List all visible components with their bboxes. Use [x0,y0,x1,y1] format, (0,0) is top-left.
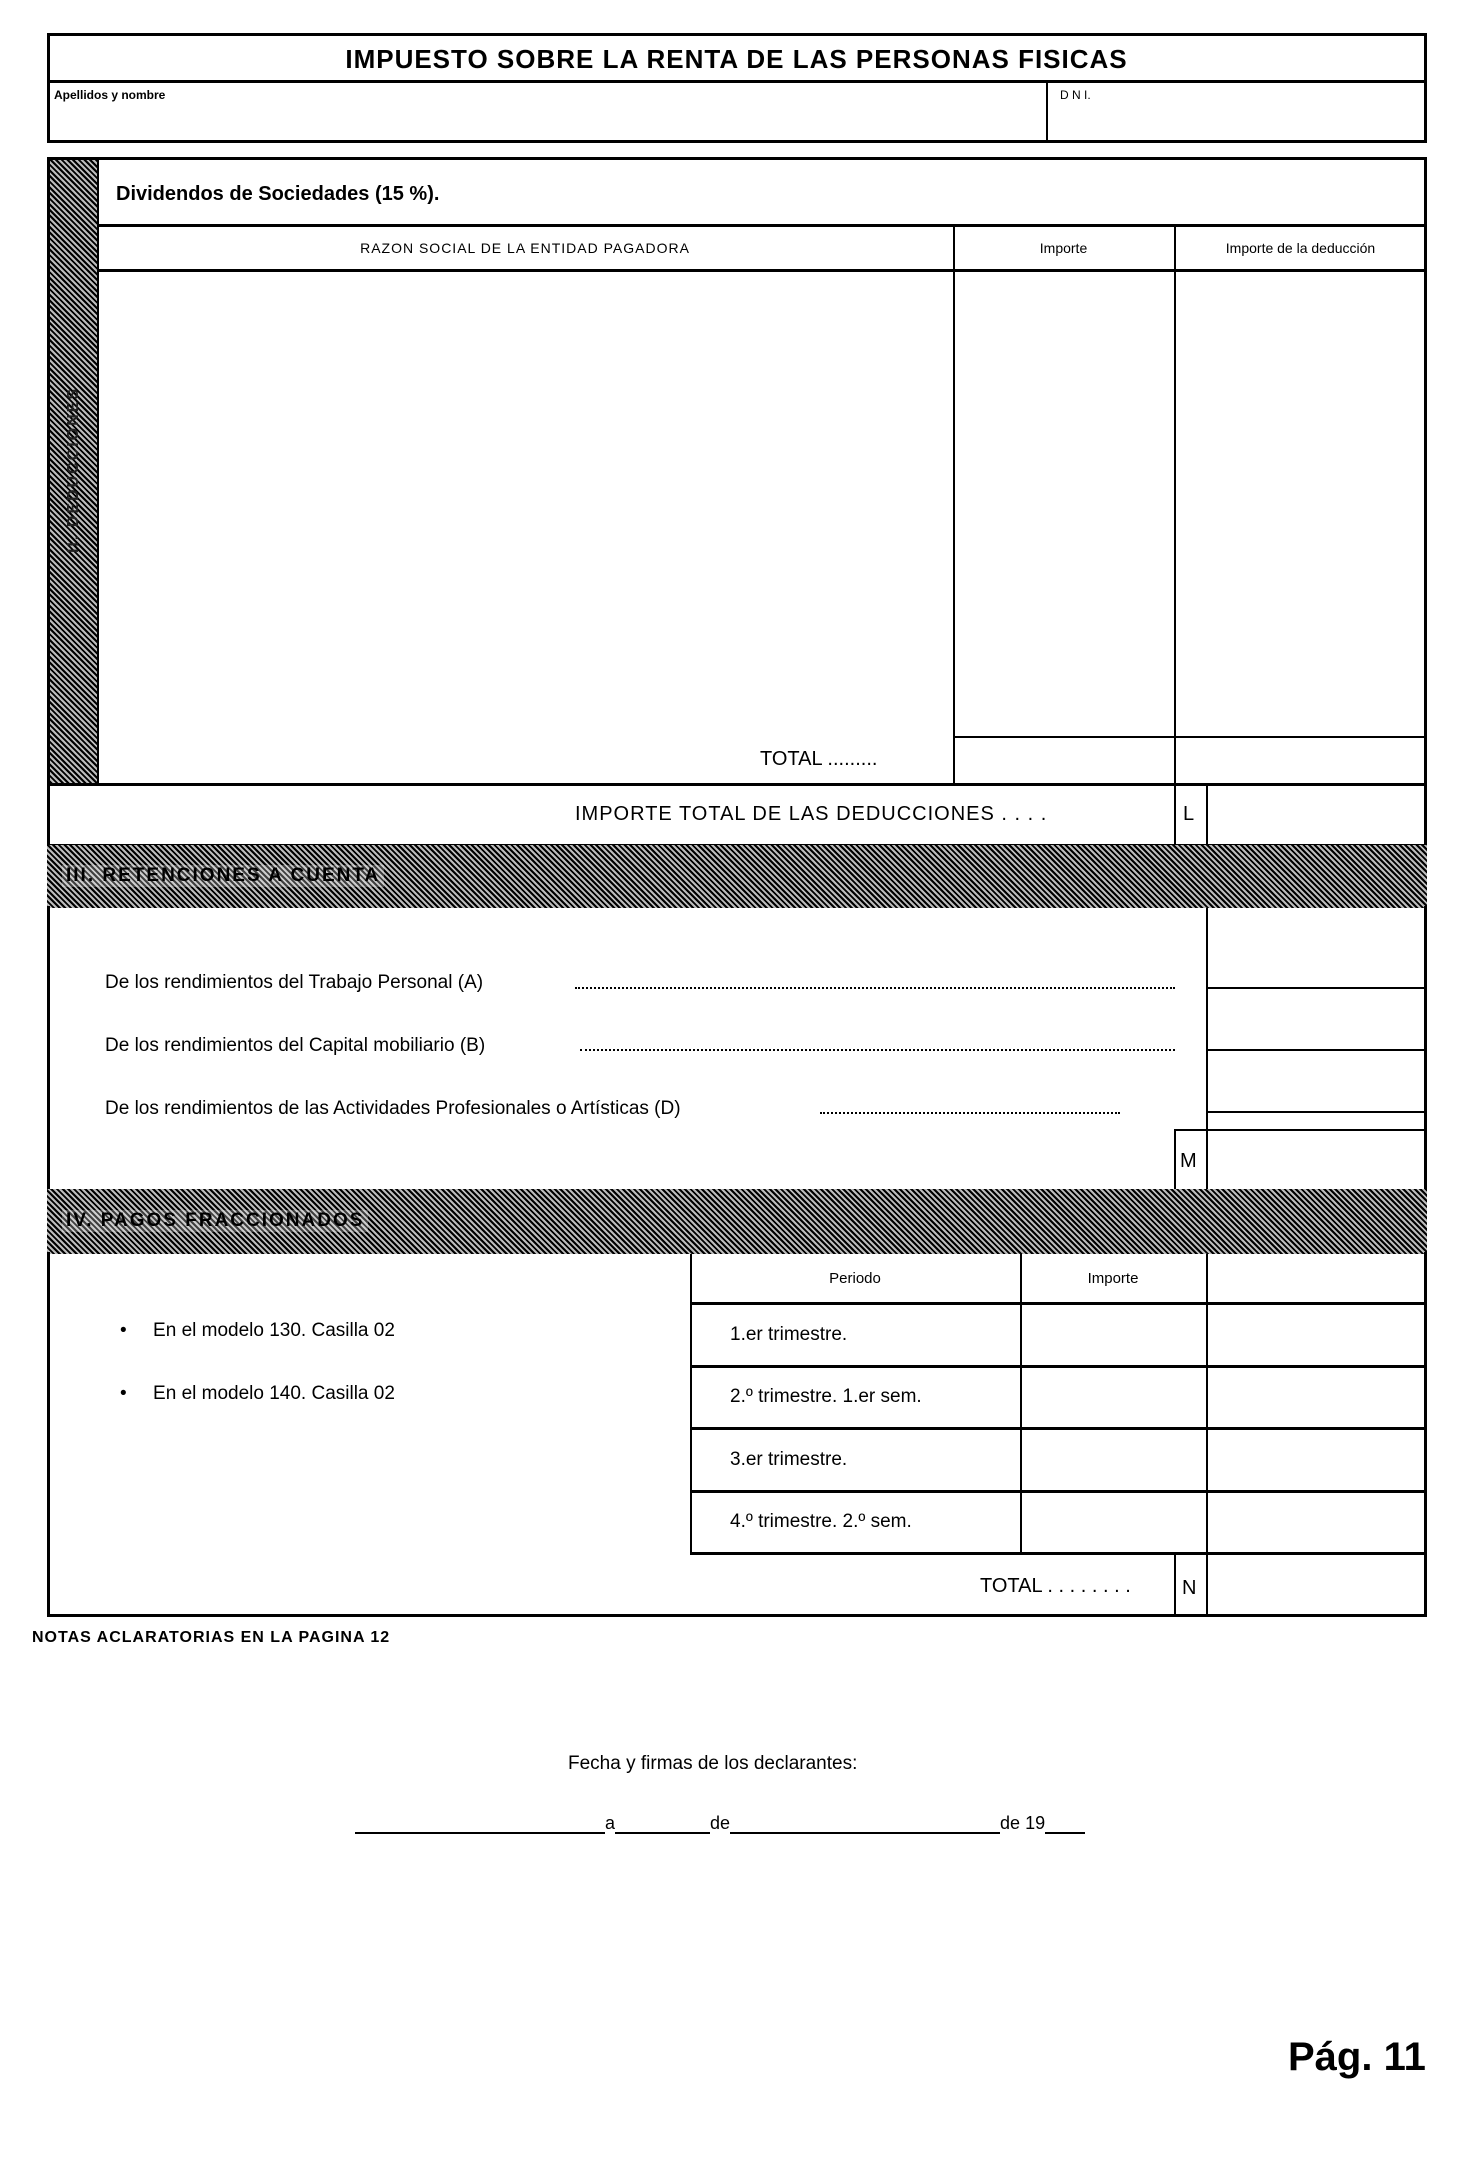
dotted-leader [580,1049,1175,1051]
total-label: TOTAL ......... [760,748,878,770]
retencion-trabajo-label: De los rendimientos del Trabajo Personal (A) [105,972,484,993]
col-header-amount: Importe [1039,240,1088,256]
period-2-amount-input[interactable] [1023,1368,1204,1425]
month-input[interactable] [730,1814,1000,1834]
divider [1206,987,1427,989]
a-label: a [605,1813,616,1833]
period-label: 2.º trimestre. 1.er sem. [730,1386,922,1407]
total-deductions-label: IMPORTE TOTAL DE LAS DEDUCCIONES . . . . [575,803,1048,825]
dotted-leader [575,987,1175,989]
pagos-total-input[interactable] [1209,1556,1424,1613]
divider [1174,1129,1427,1131]
period-4-amount-input[interactable] [1023,1493,1204,1550]
period-label: 3.er trimestre. [730,1449,848,1470]
section-side-label: II. DEDUCCIONES [65,386,82,554]
dni-field-label: D N I. [1060,88,1091,102]
day-input[interactable] [615,1814,710,1834]
divider [1020,1254,1022,1552]
date-line [355,1813,1085,1834]
bullet-modelo-130: • En el modelo 130. Casilla 02 [120,1320,395,1341]
divider [97,224,1427,227]
divider [1174,783,1176,845]
divider [1206,1111,1427,1113]
col-header-entity: RAZON SOCIAL DE LA ENTIDAD PAGADORA [360,240,690,256]
retencion-actividades-label: De los rendimientos de las Actividades Profesionales o Artísticas (D) [105,1098,681,1119]
col-header-importe: Importe [1087,1270,1139,1287]
name-field-label: Apellidos y nombre [54,88,166,102]
period-3-amount-input[interactable] [1023,1430,1204,1488]
divider [690,1552,1427,1555]
divider [1206,1049,1427,1051]
dividendos-subtitle: Dividendos de Sociedades (15 %). [116,183,440,205]
period-1-amount-input[interactable] [1023,1305,1204,1363]
box-letter-m: M [1180,1150,1197,1172]
divider [1174,224,1176,783]
place-input[interactable] [355,1814,605,1834]
box-letter-n: N [1182,1577,1197,1599]
divider [953,736,1427,738]
deduction-input-area[interactable] [1177,272,1424,736]
section-retenciones-title: III. RETENCIONES A CUENTA [62,865,384,887]
year-input[interactable] [1045,1814,1085,1834]
retencion-trabajo-input[interactable] [1209,940,1424,985]
retencion-capital-input[interactable] [1209,990,1424,1047]
retencion-capital-label: De los rendimientos del Capital mobiliario (B) [105,1035,486,1056]
form-title: IMPUESTO SOBRE LA RENTA DE LAS PERSONAS FISICAS [345,44,1128,74]
signature-label: Fecha y firmas de los declarantes: [568,1753,858,1774]
divider [1174,1129,1176,1190]
dni-input[interactable] [1050,104,1422,140]
total-deductions-input[interactable] [1209,786,1424,844]
col-header-period: Periodo [829,1270,881,1287]
box-letter-l: L [1183,803,1195,825]
divider [1046,82,1048,142]
divider [1174,1555,1176,1615]
divider [953,224,955,783]
period-label: 1.er trimestre. [730,1324,848,1345]
bullet-text: En el modelo 130. Casilla 02 [153,1320,395,1341]
period-label: 4.º trimestre. 2.º sem. [730,1511,912,1532]
year-prefix-label: de 19 [1000,1813,1046,1833]
retencion-actividades-input[interactable] [1209,1052,1424,1109]
de-label: de [710,1813,731,1833]
name-input[interactable] [50,104,1044,140]
page-number: Pág. 11 [1288,2035,1426,2079]
col-header-deduction: Importe de la deducción [1225,240,1376,256]
pagos-total-label: TOTAL . . . . . . . . [980,1575,1131,1597]
total-retenciones-input[interactable] [1209,1132,1424,1188]
section-pagos-title: IV. PAGOS FRACCIONADOS [62,1210,368,1232]
bullet-modelo-140: • En el modelo 140. Casilla 02 [120,1383,395,1404]
amount-input-area[interactable] [956,272,1171,736]
entity-input-area[interactable] [100,272,950,736]
divider [690,1254,692,1552]
divider [47,80,1427,83]
divider [1206,783,1208,845]
dotted-leader [820,1112,1120,1114]
notes-reference: NOTAS ACLARATORIAS EN LA PAGINA 12 [32,1629,391,1646]
bullet-text: En el modelo 140. Casilla 02 [153,1383,395,1404]
divider [1206,1254,1208,1615]
